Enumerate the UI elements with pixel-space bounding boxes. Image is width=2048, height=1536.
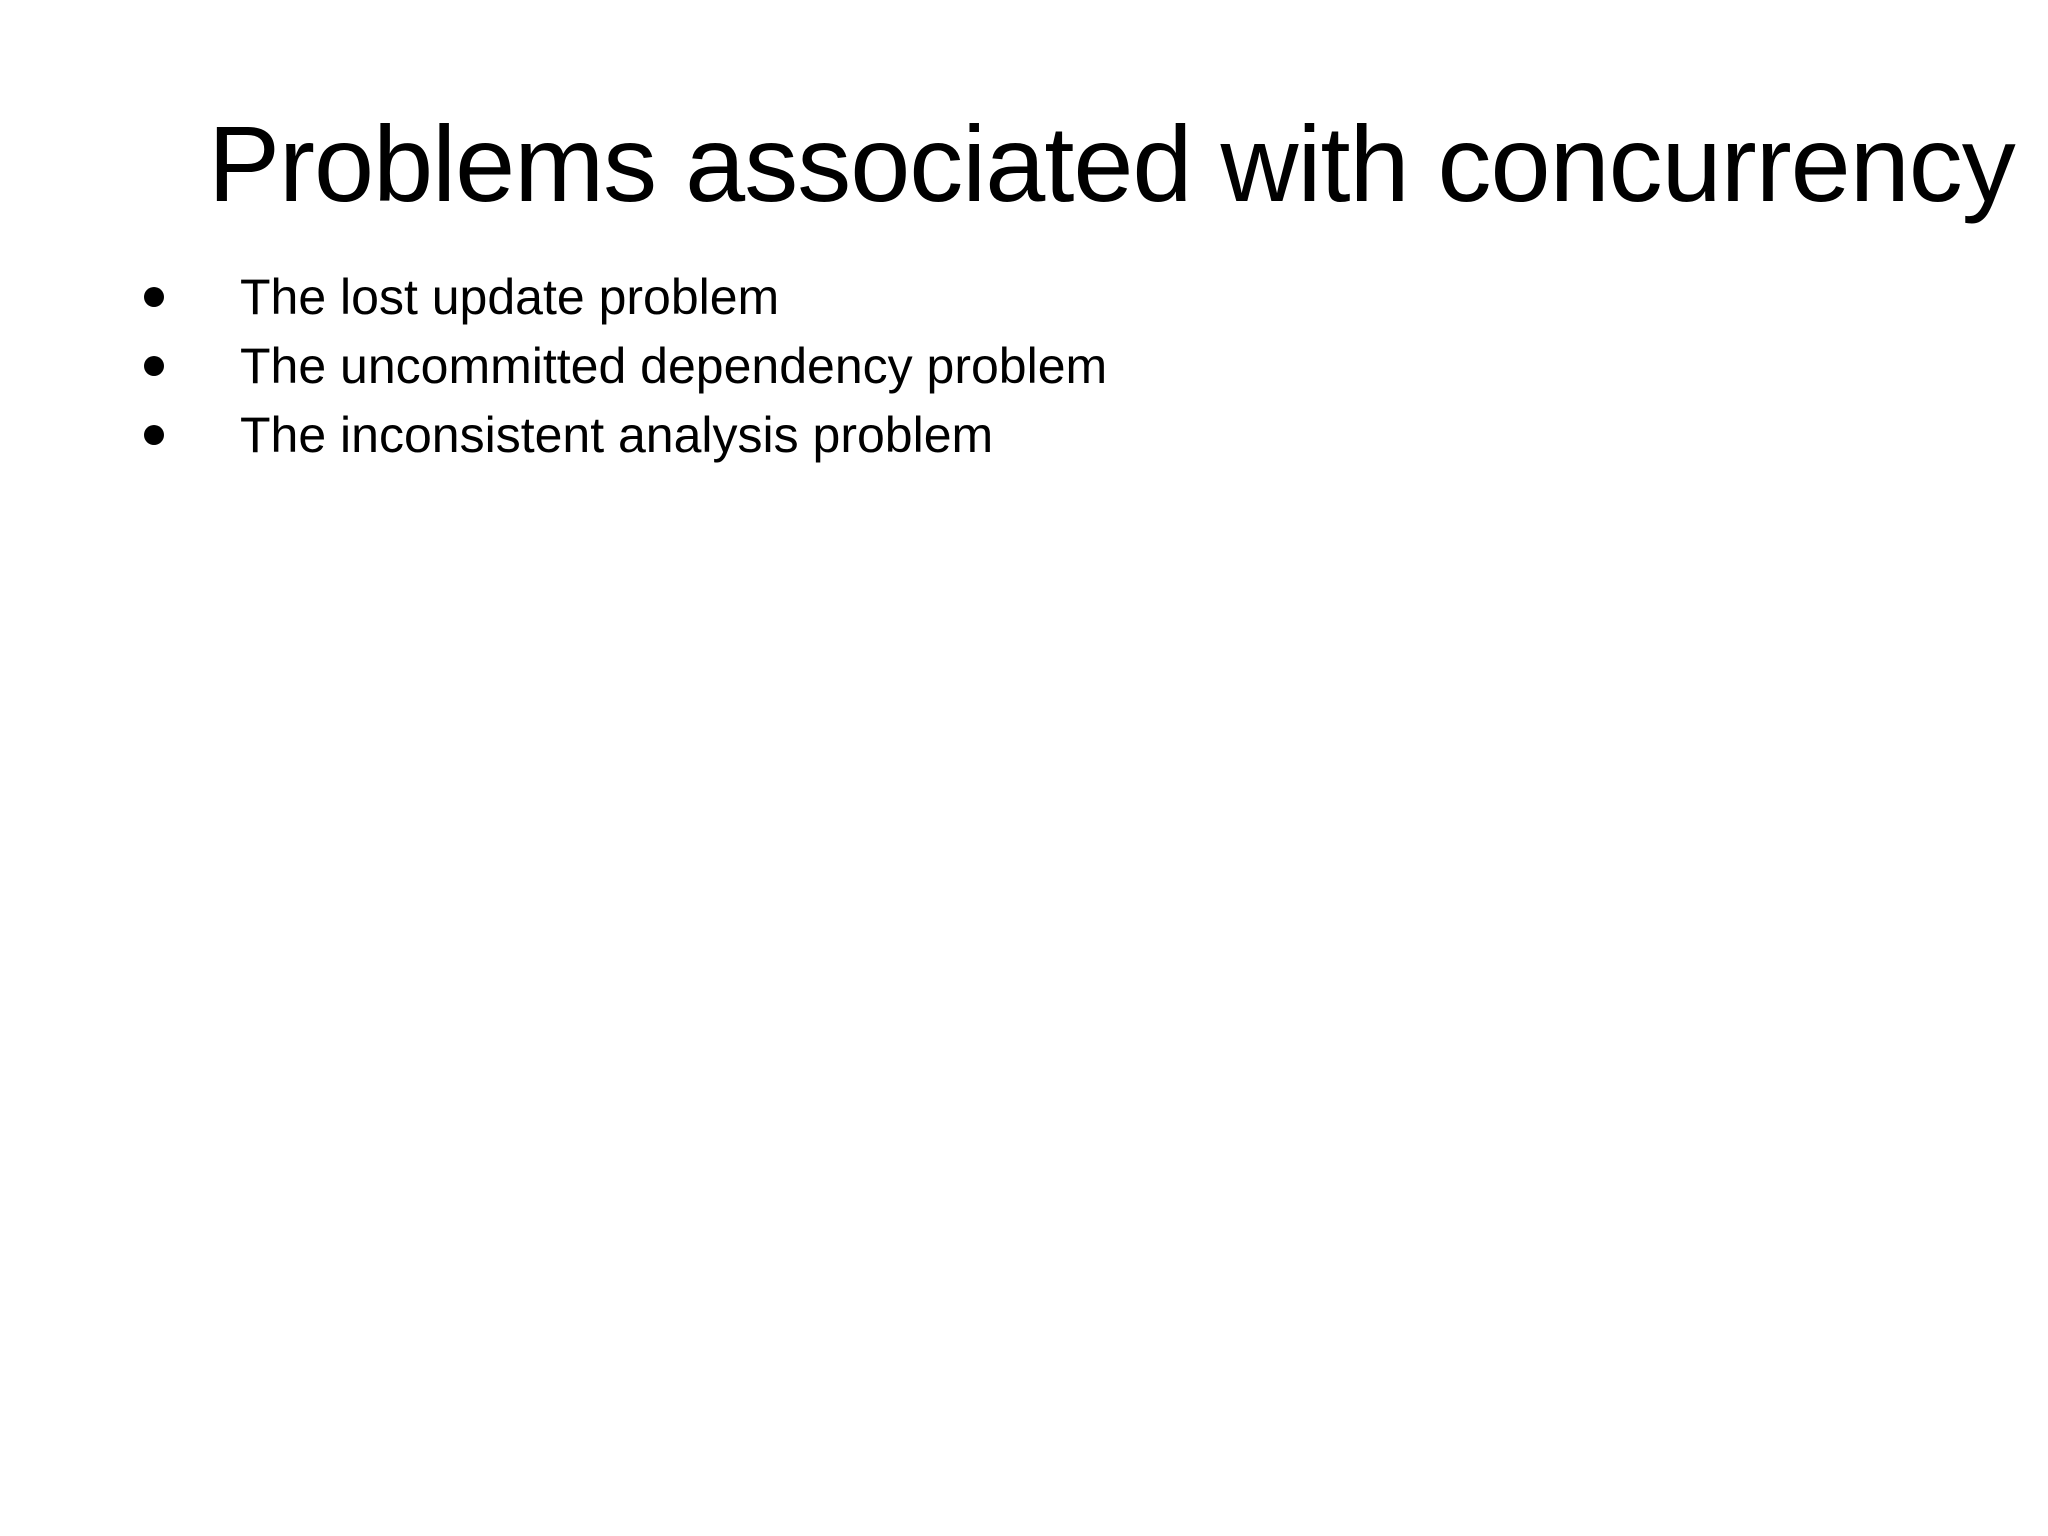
bullet-list (136, 262, 1107, 469)
bullet-text: The inconsistent analysis problem (240, 406, 994, 463)
bullet-text: The uncommitted dependency problem (240, 337, 1108, 394)
bullet-dot-icon (144, 425, 164, 445)
bullet-text: The lost update problem (240, 268, 780, 325)
bullet-item (136, 331, 1107, 400)
bullet-item (136, 262, 1107, 331)
bullet-dot-icon (144, 356, 164, 376)
bullet-item (136, 400, 1107, 469)
slide-title: Problems associated with concurrency (208, 103, 2015, 224)
bullet-dot-icon (144, 287, 164, 307)
